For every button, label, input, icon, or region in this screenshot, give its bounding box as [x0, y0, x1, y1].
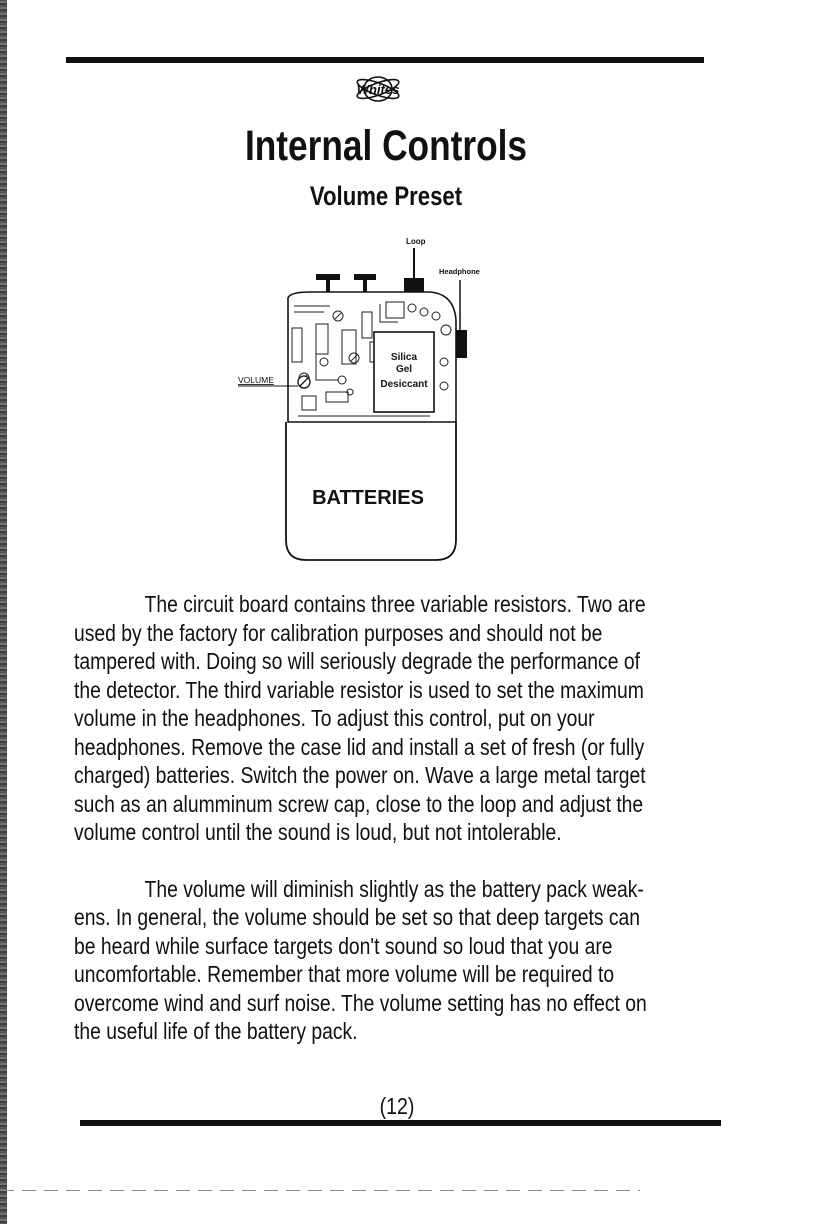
page-title: Internal Controls [244, 122, 528, 170]
silica-label: Silica [390, 352, 418, 363]
paragraph-volume-setting: The volume will diminish slightly as the battery pack weak- ens. In general, the volume should be set so that deep targets can be heard while surface targets don't sound so loud that you are uncomfortable. Remember that more volume will be required to overcome wind and surf noise. The volume setting has no effect on the useful life of the battery pack. [74, 875, 647, 1044]
page-number: (12) [379, 1093, 415, 1119]
batteries-label: BATTERIES [312, 487, 424, 509]
logo-wordmark: Whites [356, 82, 400, 97]
page-binding-edge [0, 0, 7, 1224]
volume-label: VOLUME [238, 375, 274, 385]
gel-label: Gel [395, 364, 413, 375]
headphone-label: Headphone [439, 267, 480, 276]
scan-artifact-line [0, 1190, 640, 1191]
paragraph-volume-adjust: The circuit board contains three variable resistors. Two are used by the factory for calibration purposes and should not be tampered with. Doing so will seriously degrade the performance of the detector. The third variable resistor is used to set the maximum volume in the headphones. To adjust this control, put on your headphones. Remove the case lid and install a set of fresh (or fully charged) batteries. Switch the power on. Wave a large metal target such as an alumminum screw cap, close to the loop and adjust the volume control until the sound is loud, but not intolerable. [74, 591, 646, 845]
desiccant-label: Desiccant [380, 379, 428, 390]
bottom-rule [80, 1120, 721, 1126]
body-text [74, 590, 712, 1074]
whites-logo [345, 74, 411, 104]
circuit-board-diagram [230, 230, 500, 570]
top-rule [66, 57, 704, 63]
loop-label: Loop [406, 237, 426, 246]
section-subtitle: Volume Preset [309, 181, 463, 211]
